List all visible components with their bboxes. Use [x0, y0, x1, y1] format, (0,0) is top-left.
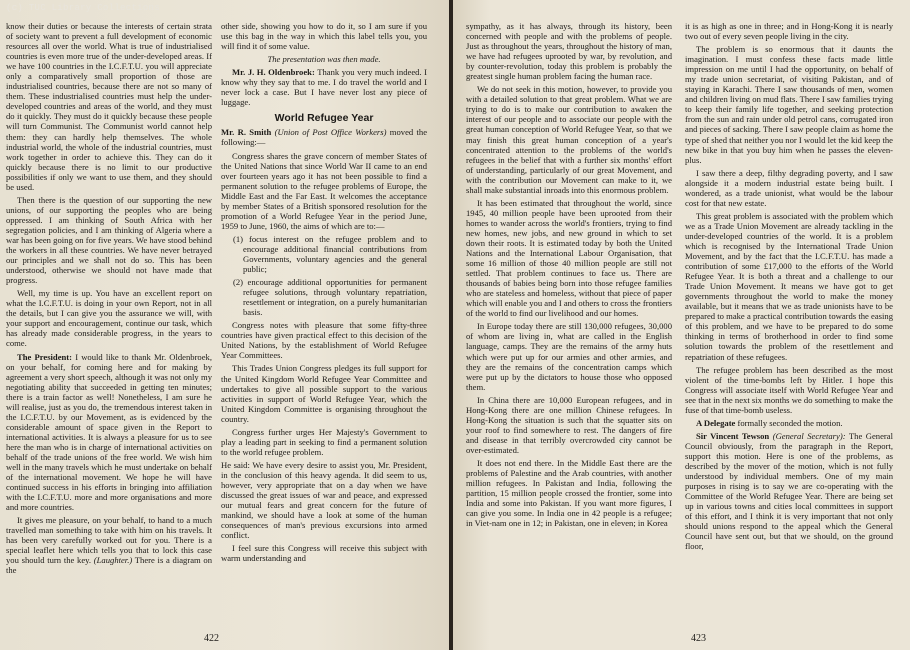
president-speech: [6, 352, 212, 513]
speaker-name: Mr. J. H. Oldenbroek:: [232, 67, 315, 78]
paragraph: other side, showing you how to do it, so I am sure if you use this bag in the way in which this label tells you, you will find it of some value.: [221, 21, 427, 52]
paragraph: He said: We have every desire to assist you, Mr. President, in the conclusion of this heavy agenda. It did seem to us, however, very appropriate that on a day when we have discussed the great issues of war and peace, and expressed our mutual fears and great concern for the future of mankind, we should have a look at some of the human consequences of man's previous excursions into armed conflict.: [221, 459, 427, 541]
presentation-note: The presentation was then made.: [267, 54, 381, 65]
section-heading: World Refugee Year: [274, 112, 374, 125]
tewson-speech: [685, 431, 893, 552]
paragraph: In China there are 10,000 European refugees, and in Hong-Kong there are one million Chinese refugees. In Hong-Kong the situation is such that the squatter sits on your roof to find somewhere to rest. The dangers of fire and disease in that terribly overcrowded city cannot be over-estimated.: [466, 394, 672, 455]
paragraph: It does not end there. In the Middle East there are the problems of Palestine and the Arab countries, with another million refugees. In Pakistan and India, following the partition, 15 million people crossed the frontier, some into India and some into Pakistan. If you want more figures, I can give you some. In India one in 42 people is a refugee; in Viet-nam one in 12; in Pakistan, one in eleven; in Korea: [466, 457, 672, 529]
paragraph: it is as high as one in three; and in Hong-Kong it is nearly two out of every seven people living in the city.: [685, 21, 893, 42]
paragraph: Then there is the question of our supporting the new unions, of our supporting the peoples who are being oppressed. I am thinking of South Africa with her segregation policies, and I am thinking of Algeria where a war has been going on for five years. We have stood behind the workers in all these countries. We have never betrayed our principles and we shall not do so. This has been understood, otherwise we should not have made that progress.: [6, 194, 212, 286]
speaker-union: (Union of Post Office Workers): [274, 127, 387, 138]
page-number: 422: [204, 633, 219, 644]
collection-watermark: (c) TUC Library Collections: [6, 3, 160, 13]
speech-text: The General Council obviously, from the paragraph in the Report, support this motion. Here is one of the problems, as described by the mover of the motion, which is not fully understood by individual members. One of my main purposes in rising is to say we are co-operating with the Committee of the World Refugee Year. There are being set up in various towns and cities local committees in support of this effort, and I think it is very important that not only should unions respond to the appeal which the General Council have sent out, but that we should, on the ground floor,: [685, 430, 893, 552]
speech-text: There is a diagram on the: [6, 555, 213, 576]
motion-paragraph: Congress notes with pleasure that some fifty-three countries have given practical effect to this decision of the United Nations, by the establishment of World Refugee Year Committees.: [221, 320, 427, 361]
laughter-note: (Laughter.): [93, 555, 133, 566]
right-column-1: [466, 21, 672, 531]
seconder-line: A Delegate formally seconded the motion.: [696, 417, 843, 428]
paragraph: This great problem is associated with the problem which we as a Trade Union Movement are already tackling in the under-developed countries of the world. It is a problem which is recognised by the International Trade Union Movement, and by the fact that the I.C.F.T.U. has made a contribution of some £17,000 to the efforts of the World Refugee Year. It is both a threat and a challenge to our Trade Union Movement. It means we have got to get governments throughout the world to make the money available, but it means that we as trade unionists have to be prepared to make a practical contribution towards the easing of this problem, and we have to be prepared to do some thinking in terms of brotherhood in order to find some solution towards the problem of the resettlement and repatriation of these refugees.: [685, 210, 893, 362]
paragraph: sympathy, as it has always, through its history, been concerned with people and with the problems of people. Just as throughout the years, throughout the history of man, we have had refugees uprooted by war, by revolution, and by counter-revolution, today this problem is probably the greatest single human problem facing the human race.: [466, 21, 672, 82]
paragraph: We do not seek in this motion, however, to provide you with a detailed solution to that great problem. What we are trying to do is to make our contribution to awaken the interest of our people and to associate our people with the great human conception of World Refugee Year, so that we may finish this great human conception of a year's concentrated attention to the problems of the world's refugees in the belief that with a further six months' effort of understanding, particularly of our great Movement, and with the contribution our Movement can make to it, we shall make substantial inroads into this enormous problem.: [466, 84, 672, 195]
left-column-1: [6, 21, 212, 579]
speech-text: Thank you very much indeed. I know why they say that to me. I do travel the world and I never lock a case. But I have never lost any piece of luggage.: [221, 67, 427, 108]
paragraph: In Europe today there are still 130,000 refugees, 30,000 of whom are living in, what are called in the English language, camps. They are the remains of the army huts which were put up for our armies and other armies, and they are the remains of the concentration camps which were put up by the dictators to house those who opposed them.: [466, 321, 672, 392]
motion-aim: (2) encourage additional opportunities for permanent refugee solutions, through voluntary repatriation, resettlement or integration, on a purely humanitarian basis.: [233, 277, 427, 318]
right-column-2: [685, 21, 893, 554]
speaker-name: Sir Vincent Tewson: [696, 430, 770, 441]
mover-line: [221, 127, 427, 147]
paragraph: [6, 515, 212, 575]
motion-paragraph: This Trades Union Congress pledges its full support for the United Kingdom World Refugee Year Committee and undertakes to give all possible support to the various activities in support of World Refugee Year, which the United Kingdom Committee is organising throughout the country.: [221, 363, 427, 424]
left-column-2: [221, 21, 427, 566]
paragraph: I saw there a deep, filthy degrading poverty, and I saw alongside it a modern industrial estate being built. I wondered, as a trade unionist, what would be the labour cost for that new estate.: [685, 167, 893, 208]
paragraph: Well, my time is up. You have an excellent report on what the I.C.F.T.U. is doing in your own Report, not in all the details, but I can give you the assurance we will, with your support and encouragement, continue our task, which has already made considerable progress, in the years to come.: [6, 288, 212, 349]
page-number: 423: [691, 633, 706, 644]
motion-paragraph: Congress further urges Her Majesty's Government to play a leading part in seeking to find a permanent solution to the world refugee problem.: [221, 426, 427, 457]
paragraph: The refugee problem has been described as the most violent of the time-bombs left by Hitler. I hope this Congress will associate itself with World Refugee Year and see that in the next six months we do something to make the fuse of that time-bomb useless.: [685, 364, 893, 415]
speaker-role: (General Secretary):: [772, 430, 846, 441]
right-page: [453, 0, 910, 650]
paragraph: It has been estimated that throughout the world, since 1945, 40 million people have been uprooted from their homes to wander across the world's frontiers, trying to find new homes, new jobs, and new ground in which to set down their roots. It is estimated today by both the United Nations and the International Labour Organisation, that some 16 million of those 40 million people are still not settled. That problem continues to face us. There are thousands of babies being born into those refugee families who are stateless and homeless, without that piece of paper which will enable you and I and others to cross the frontiers of the world to find our livelihood and our homes.: [466, 197, 672, 319]
paragraph: I feel sure this Congress will receive this subject with warm understanding and: [221, 543, 427, 564]
paragraph: know their duties or because the interests of certain strata of society want to prevent a full development of economic resources all over the world. What is true of industrialised countries is even more true of the under-developed areas. If we have 100 countries in the I.C.F.T.U. you will appreciate only a comparatively small proportion of those are industrialised countries, because there are not so many of them. These industrialised countries must help the under-developed countries and areas of the world, and they must do it quickly. They must do it quickly because these people will turn Communist. The Communist world cannot help them: they can hardly help themselves. The whole industrial world, the whole of the industrial countries, must work together in order to achieve this. They can do it quickly because there is no limit to our productive possibilities if only we want to use them, and they should be used.: [6, 21, 212, 192]
speech-text: I would like to thank Mr. Oldenbroek, on your behalf, for coming here and for making by agreement a very short speech, although it was not only my negotiating ability that succeeded in getting ten minutes; there is a train factor as well! Nonetheless, I am sure he will realise, just as you do, the tremendous interest taken in the I.C.F.T.U. by our Movement, as is evidenced by the considerable amount of space given in the Report to international activities. It is always a pleasure for us to see here the man who is in charge of international activities on behalf of the trade unions of the free world. We wish him well in the many travels which he must undertake on behalf of the international movement. We hope he will have continued success in his efforts in bringing into affiliation with the I.C.F.T.U. more and more organisations and more and more countries.: [6, 351, 212, 513]
moved-text: moved the following:—: [221, 127, 428, 148]
oldenbroek-speech: [221, 67, 427, 107]
speech-text: It gives me pleasure, on your behalf, to hand to a much travelled man something to take with him on his travels. It has been very carefully worked out for you. There is a special leaflet here which tells you that to lock this case you should turn the key.: [6, 515, 212, 566]
motion-aim: (1) focus interest on the refugee problem and to encourage additional financial contributions from Governments, voluntary agencies and the general public;: [233, 233, 427, 275]
motion-paragraph: Congress shares the grave concern of member States of the United Nations that since World War II came to an end over fourteen years ago it has not been possible to find a permanent solution to the refugee problems of Europe, the Middle East and the Far East. It welcomes the acceptance by member States of a British sponsored resolution for the promotion of a World Refugee Year in the period June, 1959 to June, 1960, the aims of which are to:—: [221, 150, 427, 231]
speaker-name: Mr. R. Smith: [221, 127, 272, 138]
left-page: [0, 0, 449, 650]
speaker-name: The President:: [17, 351, 73, 362]
paragraph: The problem is so enormous that it daunts the imagination. I must confess these facts made little impression on me until I had the opportunity, on behalf of my trade union secretariat, of visiting Pakistan, and of staying in Karachi. There I saw thousands of men, women and children living on mud flats. There I saw families trying to keep their family life together, and seeking protection from the sun and rain under old petrol cans, corrugated iron and pieces of sacking. There I saw people claim as home the type of shed that neither you nor I would let the kid keep the new bike in that you buy him when he passes the eleven-plus.: [685, 44, 893, 165]
